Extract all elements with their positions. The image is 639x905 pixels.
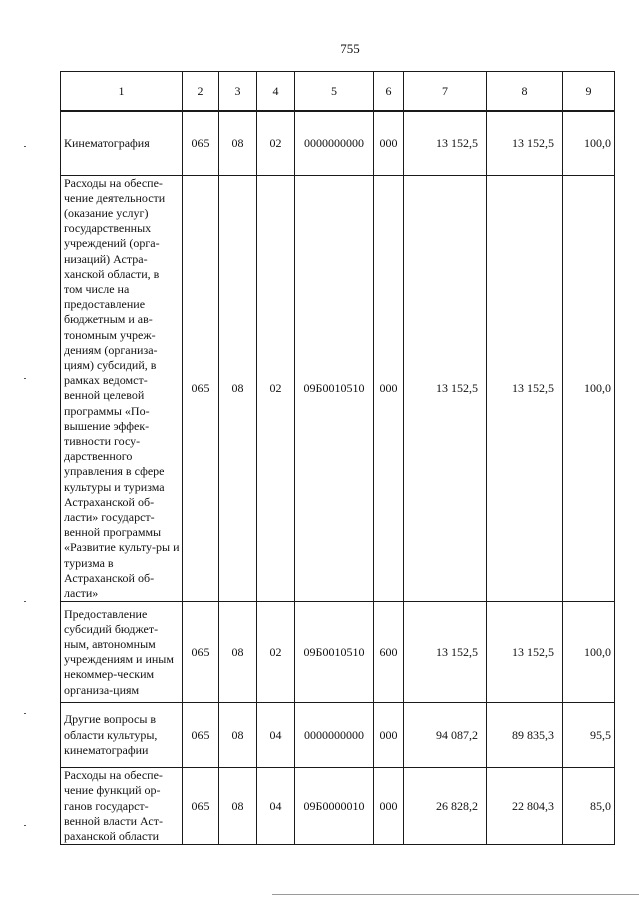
section-code: 08 (219, 768, 257, 845)
table-row (61, 602, 615, 703)
target-article-code: 09Б0010510 (295, 602, 374, 703)
planned-amount: 26 828,2 (404, 768, 487, 845)
expense-type-code: 600 (374, 602, 404, 703)
target-article-code: 09Б0000010 (295, 768, 374, 845)
table-row (61, 111, 615, 175)
execution-percent: 100,0 (563, 111, 615, 175)
executed-amount: 22 804,3 (487, 768, 563, 845)
table-row (61, 703, 615, 768)
column-header: 5 (295, 72, 374, 112)
executed-amount: 13 152,5 (487, 175, 563, 602)
executed-amount: 13 152,5 (487, 111, 563, 175)
table-row (61, 175, 615, 602)
scan-mark (24, 378, 26, 379)
bottom-rule (272, 894, 639, 895)
admin-code: 065 (183, 768, 219, 845)
column-header: 2 (183, 72, 219, 112)
admin-code: 065 (183, 175, 219, 602)
section-code: 08 (219, 175, 257, 602)
column-header: 1 (61, 72, 183, 112)
subsection-code: 04 (257, 768, 295, 845)
execution-percent: 100,0 (563, 602, 615, 703)
row-name: Расходы на обеспе-чение деятельности (оказание услуг) государственных учреждений (орга-низаций) Астра-ханской области, в том числе на предоставление бюджетным и ав-тономным учреж-дениям (организа-циям) субсидий, в рамках ведомст-венной целевой программы «По-вышение эффек-тивности госу-дарственного управления в сфере культуры и туризма Астраханской об-ласти» государст-венной программы «Развитие культу-ры и туризма в Астраханской об-ласти» (61, 175, 183, 602)
target-article-code: 0000000000 (295, 703, 374, 768)
planned-amount: 13 152,5 (404, 602, 487, 703)
execution-percent: 95,5 (563, 703, 615, 768)
page-number: 755 (340, 41, 360, 56)
subsection-code: 04 (257, 703, 295, 768)
subsection-code: 02 (257, 602, 295, 703)
admin-code: 065 (183, 703, 219, 768)
admin-code: 065 (183, 111, 219, 175)
execution-percent: 100,0 (563, 175, 615, 602)
section-code: 08 (219, 602, 257, 703)
planned-amount: 13 152,5 (404, 111, 487, 175)
section-code: 08 (219, 703, 257, 768)
admin-code: 065 (183, 602, 219, 703)
target-article-code: 09Б0010510 (295, 175, 374, 602)
scan-mark (24, 713, 26, 714)
subsection-code: 02 (257, 111, 295, 175)
scan-mark (24, 601, 26, 602)
table-row (61, 768, 615, 845)
column-header: 7 (404, 72, 487, 112)
column-header: 9 (563, 72, 615, 112)
planned-amount: 94 087,2 (404, 703, 487, 768)
expense-type-code: 000 (374, 111, 404, 175)
section-code: 08 (219, 111, 257, 175)
budget-table (60, 71, 615, 845)
scan-mark (24, 825, 26, 826)
scan-mark (24, 146, 26, 147)
column-header: 6 (374, 72, 404, 112)
expense-type-code: 000 (374, 175, 404, 602)
row-name: Предоставление субсидий бюджет-ным, автономным учреждениям и иным некоммер-ческим организа-циям (61, 602, 183, 703)
row-name: Кинематография (61, 111, 183, 175)
expense-type-code: 000 (374, 703, 404, 768)
executed-amount: 89 835,3 (487, 703, 563, 768)
column-header: 4 (257, 72, 295, 112)
row-name: Расходы на обеспе-чение функций ор-ганов государст-венной власти Аст-раханской области (61, 768, 183, 845)
execution-percent: 85,0 (563, 768, 615, 845)
target-article-code: 0000000000 (295, 111, 374, 175)
column-header: 3 (219, 72, 257, 112)
subsection-code: 02 (257, 175, 295, 602)
expense-type-code: 000 (374, 768, 404, 845)
column-header: 8 (487, 72, 563, 112)
header-row (61, 72, 615, 112)
planned-amount: 13 152,5 (404, 175, 487, 602)
row-name: Другие вопросы в области культуры, кинематографии (61, 703, 183, 768)
executed-amount: 13 152,5 (487, 602, 563, 703)
